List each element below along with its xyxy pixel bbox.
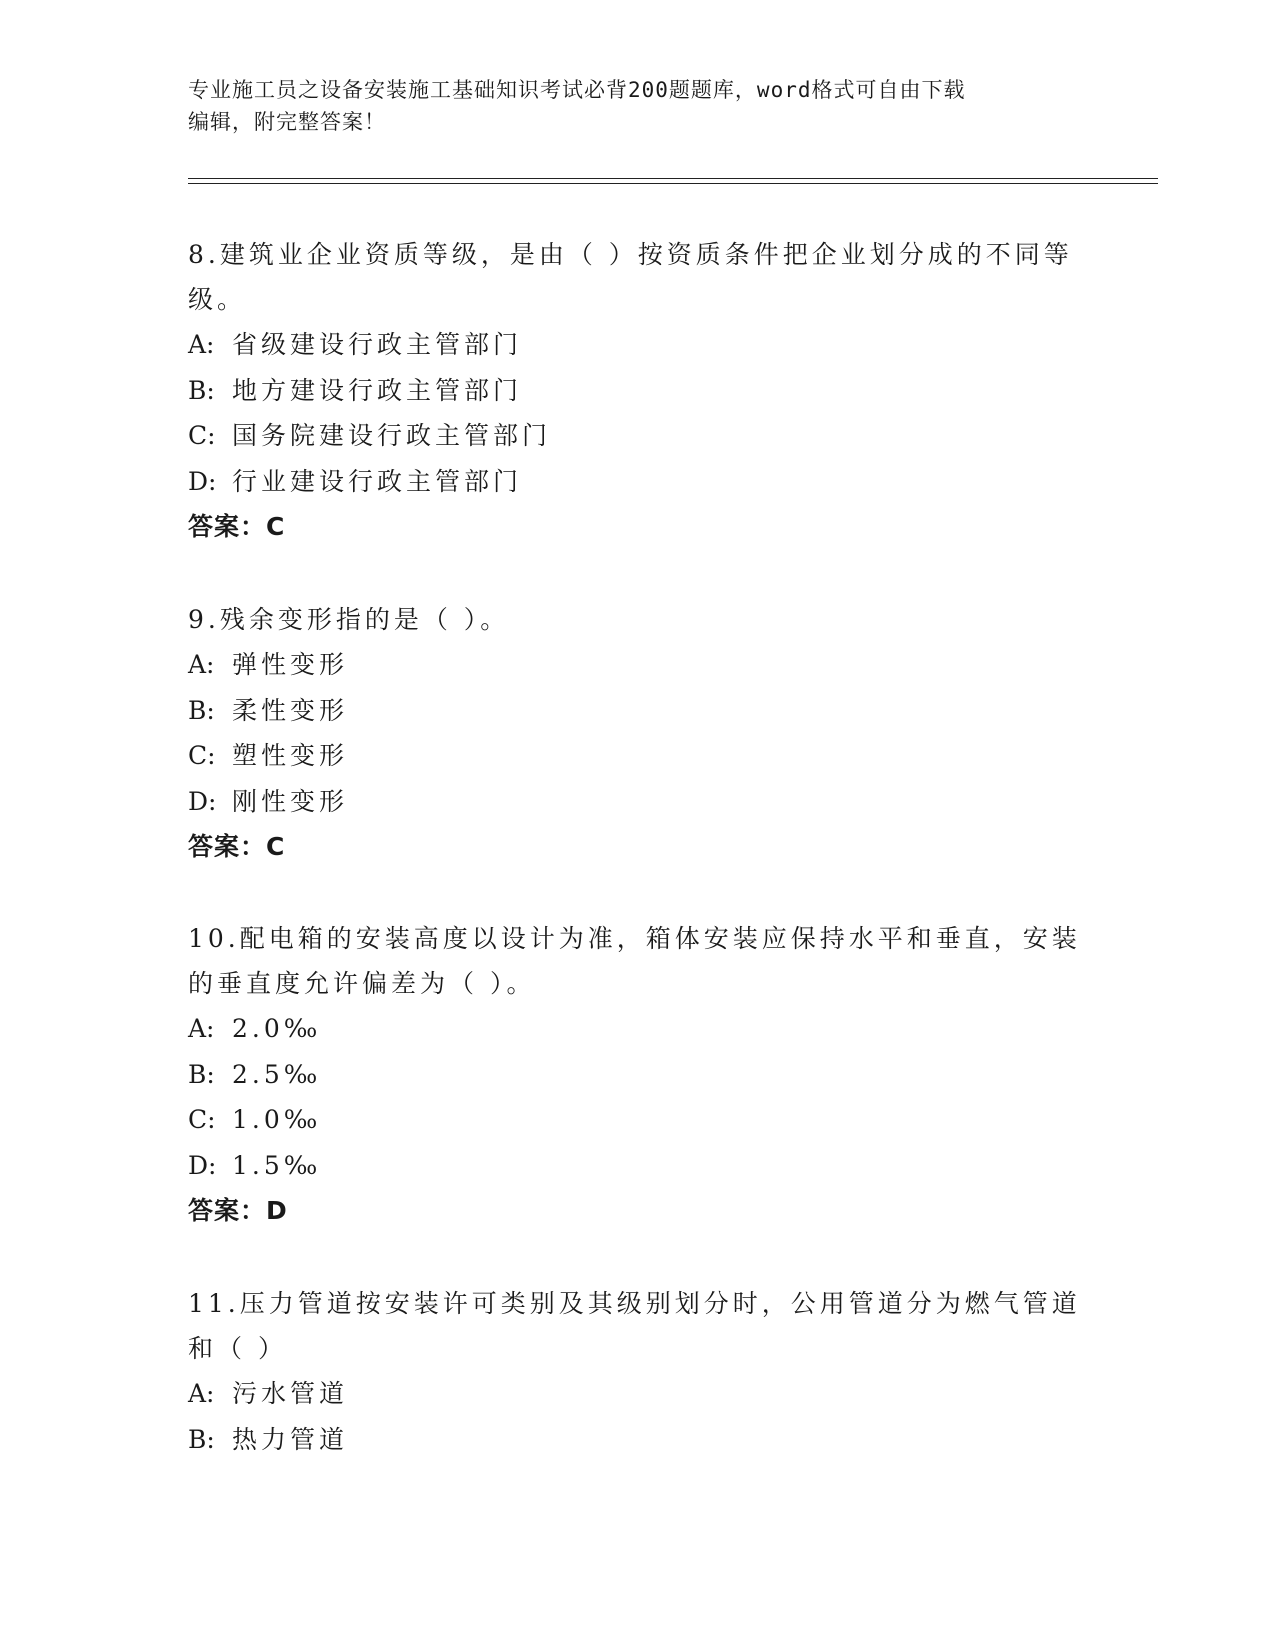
option-key: A: xyxy=(188,650,215,679)
question-stem-line-1: 11.压力管道按安装许可类别及其级别划分时，公用管道分为燃气管道 xyxy=(188,1289,1081,1318)
document-header xyxy=(188,74,1088,138)
option-text: 弹性变形 xyxy=(232,650,349,679)
option-key: A: xyxy=(188,1379,215,1408)
question-stem-line-2: 级。 xyxy=(188,285,247,314)
option-text: 刚性变形 xyxy=(232,786,349,816)
option-d xyxy=(188,779,1088,825)
option-key: B: xyxy=(188,1059,215,1089)
option-key: C: xyxy=(188,421,216,450)
option-b xyxy=(188,368,1088,414)
question-stem-line-1: 9.残余变形指的是（ ）。 xyxy=(188,605,510,634)
answer-line: 答案：D xyxy=(188,1196,288,1225)
question-stem xyxy=(188,1281,1088,1371)
option-text: 1.0‰ xyxy=(232,1105,322,1134)
question-9 xyxy=(188,597,1088,870)
option-text: 地方建设行政主管部门 xyxy=(232,375,523,405)
option-text: 省级建设行政主管部门 xyxy=(232,330,523,359)
question-stem-line-2: 和（ ） xyxy=(188,1334,287,1363)
option-text: 1.5‰ xyxy=(232,1150,322,1180)
question-stem-line-1: 10.配电箱的安装高度以设计为准，箱体安装应保持水平和垂直，安装 xyxy=(188,924,1081,953)
option-a xyxy=(188,1006,1088,1052)
option-text: 2.0‰ xyxy=(232,1014,322,1043)
option-key: D: xyxy=(188,786,217,816)
option-text: 国务院建设行政主管部门 xyxy=(232,421,552,450)
option-key: B: xyxy=(188,695,215,725)
option-text: 2.5‰ xyxy=(232,1059,322,1089)
option-text: 行业建设行政主管部门 xyxy=(232,466,523,496)
option-text: 热力管道 xyxy=(232,1424,349,1454)
option-text: 塑性变形 xyxy=(232,741,349,770)
header-line-1: 专业施工员之设备安装施工基础知识考试必背200题题库，word格式可自由下载 xyxy=(188,78,966,102)
option-key: C: xyxy=(188,1105,216,1134)
option-d xyxy=(188,1143,1088,1189)
option-key: B: xyxy=(188,1424,215,1454)
question-stem-line-2: 的垂直度允许偏差为（ ）。 xyxy=(188,969,536,998)
option-key: C: xyxy=(188,741,216,770)
header-divider-top xyxy=(188,178,1158,179)
option-key: D: xyxy=(188,466,217,496)
question-8 xyxy=(188,232,1088,550)
option-c xyxy=(188,1097,1088,1143)
option-key: B: xyxy=(188,375,215,405)
question-stem-line-1: 8.建筑业企业资质等级，是由（ ）按资质条件把企业划分成的不同等 xyxy=(188,240,1073,269)
option-key: A: xyxy=(188,330,215,359)
question-stem xyxy=(188,232,1088,322)
question-stem xyxy=(188,916,1088,1006)
header-divider-bottom xyxy=(188,183,1158,184)
option-text: 柔性变形 xyxy=(232,695,349,725)
question-11 xyxy=(188,1281,1088,1462)
option-c xyxy=(188,413,1088,459)
option-c xyxy=(188,733,1088,779)
option-a xyxy=(188,642,1088,688)
question-10 xyxy=(188,916,1088,1234)
option-b xyxy=(188,1417,1088,1463)
option-key: A: xyxy=(188,1014,215,1043)
question-stem xyxy=(188,597,1088,642)
header-line-2: 编辑，附完整答案！ xyxy=(188,110,386,134)
option-a xyxy=(188,322,1088,368)
option-b xyxy=(188,688,1088,734)
option-key: D: xyxy=(188,1150,217,1180)
option-text: 污水管道 xyxy=(232,1379,349,1408)
option-b xyxy=(188,1052,1088,1098)
option-d xyxy=(188,459,1088,505)
answer-line: 答案：C xyxy=(188,832,286,861)
answer-line: 答案：C xyxy=(188,512,286,541)
option-a xyxy=(188,1371,1088,1417)
